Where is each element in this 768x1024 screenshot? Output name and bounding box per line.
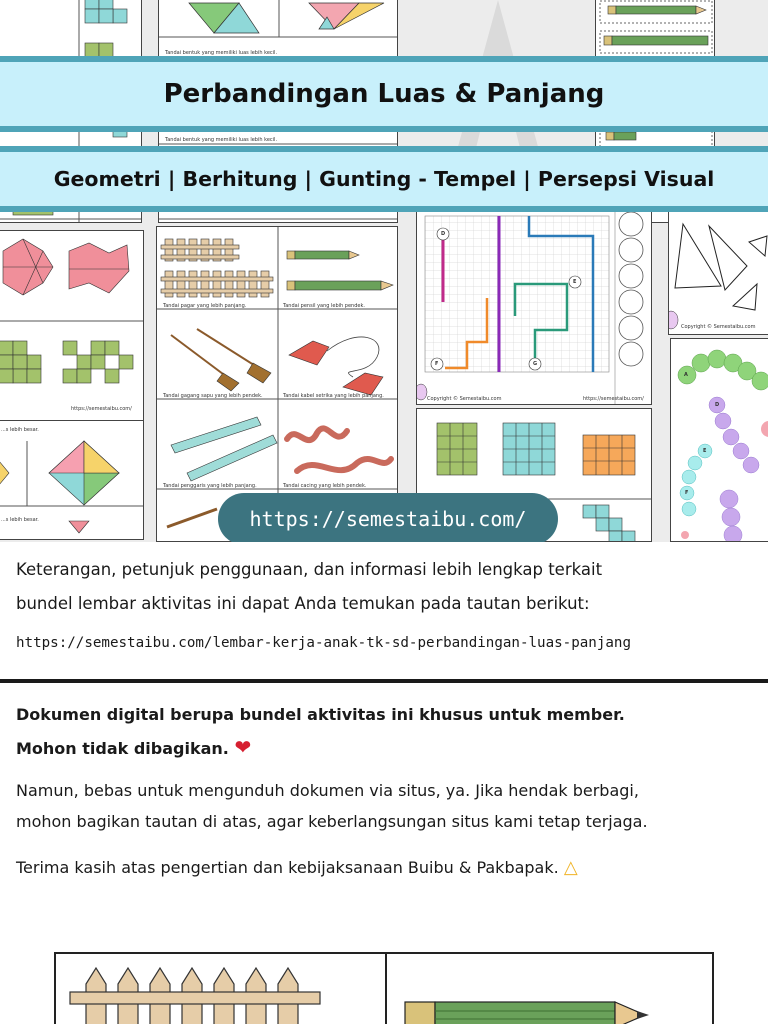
caterpillars-illustration — [671, 339, 768, 542]
grid-label-g: G — [533, 361, 538, 367]
praying-hands-icon: △ — [563, 857, 578, 878]
worksheet-caterpillars — [670, 338, 768, 542]
copyright-label-2: Copyright © Semestaibu.com — [681, 324, 756, 330]
pencil-icon — [387, 954, 714, 1024]
caption-area-smaller: Tandai bentuk yang memiliki luas lebih kecil. — [165, 50, 278, 56]
site-small-label-2: https://semestaibu.com/ — [583, 396, 644, 402]
notice-bold-line-1: Dokumen digital berupa bundel aktivitas ini khusus untuk member. — [16, 705, 625, 724]
info-link[interactable]: https://semestaibu.com/lembar-kerja-anak-tk-sd-perbandingan-luas-panjang — [16, 635, 631, 651]
caption-area-smaller-2: Tandai bentuk yang memiliki luas lebih kecil. — [165, 137, 278, 143]
caption-pencil: Tandai pensil yang lebih pendek. — [283, 303, 365, 309]
website-url-button[interactable] — [218, 493, 558, 542]
caption-broom: Tandai gagang sapu yang lebih pendek. — [163, 393, 263, 399]
caterpillar-label-e: E — [703, 448, 707, 454]
copyright-label: Copyright © Semestaibu.com — [427, 396, 502, 402]
grid-label-f: F — [435, 361, 439, 367]
notice-bold-text-2: Mohon tidak dibagikan. — [16, 739, 229, 758]
notice-body-line-2: mohon bagikan tautan di atas, agar keberlangsungan situs kami tetap terjaga. — [16, 812, 648, 831]
worksheet-right-triangles — [668, 205, 768, 335]
notice-thanks-line — [16, 852, 756, 883]
grid-label-e: E — [573, 279, 577, 285]
caption-worm: Tandai cacing yang lebih pendek. — [283, 483, 367, 489]
info-line-2: bundel lembar aktivitas ini dapat Anda temukan pada tautan berikut: — [16, 594, 590, 613]
fence-icon — [56, 954, 386, 1024]
caterpillar-label-d: D — [715, 402, 720, 408]
notice-body-line-1: Namun, bebas untuk mengunduh dokumen via situs, ya. Jika hendak berbagi, — [16, 781, 639, 800]
grid-label-d: D — [441, 231, 446, 237]
website-url-label: https://semestaibu.com/ — [249, 507, 527, 531]
pattern-tiles-illustration — [0, 231, 144, 425]
worksheet-grid-paths — [416, 205, 652, 405]
notice-bold-line-2 — [16, 732, 756, 764]
info-line-1: Keterangan, petunjuk penggunaan, dan informasi lebih lengkap terkait — [16, 560, 603, 579]
site-small-label: https://semestaibu.com/ — [71, 406, 132, 412]
caterpillar-label-f: F — [685, 490, 689, 496]
section-divider — [0, 679, 768, 683]
triangles-outline-illustration — [669, 206, 768, 335]
caterpillar-label-a: A — [684, 372, 688, 378]
page-title: Perbandingan Luas & Panjang — [163, 79, 605, 109]
caption-iron: Tandai kabel setrika yang lebih panjang. — [283, 393, 384, 399]
page-subtitle: Geometri | Berhitung | Gunting - Tempel | Persepsi Visual — [53, 167, 715, 191]
caption-fence: Tandai pagar yang lebih panjang. — [163, 303, 247, 309]
caption-bigger-2: ...s lebih besar. — [1, 517, 39, 523]
subtitle-band — [0, 146, 768, 212]
caption-bigger: ...s lebih besar. — [1, 427, 39, 433]
heart-icon: ❤ — [234, 735, 252, 759]
worksheet-left-2 — [0, 230, 144, 425]
grid-path-illustration — [417, 206, 652, 405]
worksheet-preview — [54, 952, 714, 1024]
notice-thanks-text: Terima kasih atas pengertian dan kebijaksanaan Buibu & Pakbapak. — [16, 858, 559, 877]
worksheet-left-3 — [0, 420, 144, 540]
title-band — [0, 56, 768, 132]
caption-ruler: Tandai penggaris yang lebih panjang. — [163, 483, 257, 489]
